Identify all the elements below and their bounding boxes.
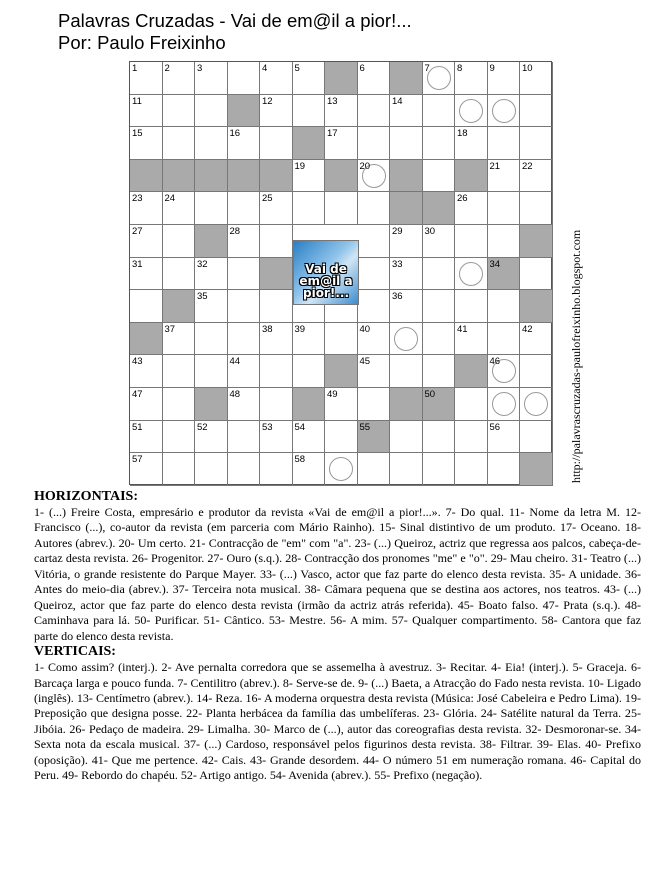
grid-cell[interactable] [228, 225, 261, 258]
clue-number: 1 [132, 63, 138, 74]
puzzle-title: Palavras Cruzadas - Vai de em@il a pior!... [58, 10, 412, 31]
grid-cell[interactable] [423, 290, 456, 323]
circle-marker [424, 63, 451, 90]
grid-cell[interactable] [228, 62, 261, 95]
grid-cell[interactable] [455, 388, 488, 421]
clue-number: 13 [327, 95, 338, 107]
grid-cell[interactable] [520, 95, 553, 128]
clue-number: 48 [229, 389, 241, 400]
clue-number: 3 [197, 63, 203, 74]
grid-cell[interactable] [455, 258, 488, 291]
clue-number: 35 [197, 291, 208, 303]
circle-marker [492, 99, 516, 123]
grid-cell[interactable] [488, 225, 521, 258]
grid-cell[interactable] [195, 258, 228, 291]
grid-cell[interactable] [325, 388, 358, 421]
clue-number: 44 [229, 356, 241, 368]
grid-cell[interactable] [163, 388, 196, 421]
grid-cell[interactable] [195, 62, 228, 95]
black-square [390, 192, 423, 225]
grid-cell[interactable] [390, 127, 423, 160]
horizontal-heading: HORIZONTAIS: [34, 489, 138, 504]
grid-cell[interactable] [358, 225, 391, 258]
grid-cell[interactable] [488, 355, 521, 388]
black-square [195, 388, 228, 421]
clue-number: 16 [229, 128, 241, 140]
grid-cell[interactable] [260, 225, 293, 258]
grid-cell[interactable] [358, 127, 391, 160]
circle-marker [459, 262, 483, 286]
black-square [358, 421, 391, 454]
grid-cell[interactable] [358, 95, 391, 128]
black-square [228, 160, 261, 193]
clue-number: 33 [392, 258, 403, 270]
clue-number: 39 [294, 323, 306, 335]
grid-cell[interactable] [423, 225, 456, 258]
grid-cell[interactable] [195, 355, 228, 388]
grid-cell[interactable] [520, 62, 553, 95]
black-square [455, 160, 488, 193]
clue-number: 50 [424, 389, 436, 400]
grid-cell[interactable] [325, 127, 358, 160]
grid-cell[interactable] [488, 127, 521, 160]
grid-cell[interactable] [163, 323, 196, 356]
clue-number: 5 [294, 63, 300, 74]
circle-marker [524, 392, 548, 416]
clue-number: 23 [132, 193, 143, 205]
grid-cell[interactable] [195, 453, 228, 486]
circle-marker [329, 457, 353, 481]
clue-number: 30 [424, 226, 436, 237]
grid-cell[interactable] [163, 355, 196, 388]
clue-number: 22 [522, 160, 533, 172]
grid-cell[interactable] [293, 453, 326, 486]
grid-cell[interactable] [325, 421, 358, 454]
clue-number: 42 [522, 323, 533, 335]
black-square [260, 160, 293, 193]
clue-number: 54 [294, 421, 306, 433]
clue-number: 12 [262, 95, 273, 107]
grid-cell[interactable] [358, 388, 391, 421]
clue-number: 4 [262, 63, 268, 74]
clue-number: 53 [262, 421, 273, 433]
magazine-logo [293, 240, 359, 305]
clue-number: 31 [132, 258, 143, 270]
grid-cell[interactable] [163, 62, 196, 95]
grid-cell[interactable] [228, 323, 261, 356]
grid-cell[interactable] [260, 127, 293, 160]
grid-cell[interactable] [423, 323, 456, 356]
blog-url[interactable]: http://palavrascruzadas-paulofreixinho.blogspot.com [569, 229, 583, 483]
horizontal-clues: 1- (...) Freire Costa, empresário e produtor da revista «Vai de em@il a pior!...». 7- Do qual. 11- Nome da letra M. 12- Francisco (...), co-autor da revista (em parceria com Mário Rainho). 15- Sinal distintivo de um produto. 17- Oceano. 18- Autores (abrev.). 20- Um certo. 21- Contracção de "em" com "a". 23- (...) Queiroz, actriz que regressa aos palcos, cabeça-de-cartaz desta revista. 26- Progenitor. 27- Ouro (s.q.). 28- Contracção dos pronomes "me" e "o". 29- Mau cheiro. 31- Teatro (...) Vitória, o grande resistente do Parque Mayer. 33- (...) Vasco, actor que faz parte do elenco desta revista. 35- A unidade. 36- Antes do meio-dia (abrev.). 37- Terceira nota musical. 38- Câmara pequena que se destina aos actores, nos teatros. 43- (...) Queiroz, actor que faz parte do elenco desta revista (irmão da actriz atrás referida). 45- Boato falso. 47- Prata (s.q.). 48- Caminhava para lá. 50- Purificar. 51- Cântico. 53- Mestre. 56- A mim. 57- Qualquer compartimento. 58- Cantora que faz parte do elenco desta revista. [34, 505, 641, 643]
clue-number: 6 [359, 63, 365, 74]
clue-number: 8 [457, 63, 463, 74]
black-square [228, 95, 261, 128]
black-square [520, 290, 553, 323]
circle-marker [394, 327, 418, 351]
grid-cell[interactable] [163, 453, 196, 486]
puzzle-author: Por: Paulo Freixinho [58, 32, 226, 53]
grid-cell[interactable] [130, 355, 163, 388]
grid-cell[interactable] [358, 192, 391, 225]
clue-number: 34 [489, 258, 501, 270]
grid-cell[interactable] [163, 192, 196, 225]
clue-number: 55 [359, 421, 371, 433]
grid-cell[interactable] [390, 258, 423, 291]
black-square [163, 160, 196, 193]
grid-cell[interactable] [163, 225, 196, 258]
grid-cell[interactable] [423, 258, 456, 291]
clue-number: 7 [424, 63, 430, 74]
circle-marker [492, 392, 516, 416]
black-square [520, 225, 553, 258]
grid-cell[interactable] [195, 323, 228, 356]
grid-cell[interactable] [228, 192, 261, 225]
clue-number: 47 [132, 389, 143, 400]
grid-cell[interactable] [455, 127, 488, 160]
clue-number: 14 [392, 95, 403, 107]
black-square [325, 160, 358, 193]
grid-cell[interactable] [520, 421, 553, 454]
clue-number: 41 [457, 323, 468, 335]
clue-number: 19 [294, 160, 306, 172]
clue-number: 21 [489, 160, 501, 172]
black-square [195, 160, 228, 193]
clue-number: 18 [457, 128, 468, 140]
grid-cell[interactable] [455, 421, 488, 454]
grid-cell[interactable] [130, 95, 163, 128]
grid-cell[interactable] [260, 192, 293, 225]
black-square [163, 290, 196, 323]
grid-cell[interactable] [228, 388, 261, 421]
grid-cell[interactable] [293, 62, 326, 95]
clue-number: 25 [262, 193, 273, 205]
grid-cell[interactable] [130, 290, 163, 323]
clue-number: 37 [164, 323, 176, 335]
grid-cell[interactable] [390, 95, 423, 128]
grid-cell[interactable] [520, 258, 553, 291]
grid-cell[interactable] [455, 225, 488, 258]
grid-cell[interactable] [260, 421, 293, 454]
grid-cell[interactable] [455, 62, 488, 95]
grid-cell[interactable] [358, 355, 391, 388]
grid-cell[interactable] [358, 453, 391, 486]
grid-cell[interactable] [195, 127, 228, 160]
clue-number: 2 [164, 63, 170, 74]
black-square [520, 453, 553, 486]
grid-cell[interactable] [488, 62, 521, 95]
clue-number: 57 [132, 454, 143, 466]
clue-number: 9 [489, 63, 495, 74]
grid-cell[interactable] [390, 421, 423, 454]
clue-number: 38 [262, 323, 273, 335]
grid-cell[interactable] [520, 323, 553, 356]
grid-cell[interactable] [195, 192, 228, 225]
grid-cell[interactable] [195, 290, 228, 323]
grid-cell[interactable] [130, 388, 163, 421]
grid-cell[interactable] [455, 290, 488, 323]
grid-cell[interactable] [358, 323, 391, 356]
grid-cell[interactable] [325, 192, 358, 225]
clue-number: 49 [327, 389, 338, 400]
grid-cell[interactable] [260, 323, 293, 356]
grid-cell[interactable] [423, 421, 456, 454]
grid-cell[interactable] [325, 453, 358, 486]
black-square [130, 160, 163, 193]
grid-cell[interactable] [488, 421, 521, 454]
black-square [423, 388, 456, 421]
grid-cell[interactable] [228, 453, 261, 486]
grid-cell[interactable] [488, 323, 521, 356]
grid-cell[interactable] [390, 355, 423, 388]
grid-cell[interactable] [455, 192, 488, 225]
grid-cell[interactable] [293, 95, 326, 128]
grid-cell[interactable] [488, 192, 521, 225]
grid-cell[interactable] [423, 453, 456, 486]
clue-number: 45 [359, 356, 371, 368]
grid-cell[interactable] [130, 258, 163, 291]
grid-cell[interactable] [195, 421, 228, 454]
grid-cell[interactable] [455, 95, 488, 128]
black-square [423, 192, 456, 225]
grid-cell[interactable] [130, 225, 163, 258]
grid-cell[interactable] [520, 388, 553, 421]
black-square [390, 62, 423, 95]
vertical-heading: VERTICAIS: [34, 644, 116, 660]
grid-cell[interactable] [390, 290, 423, 323]
black-square [488, 258, 521, 291]
clue-number: 52 [197, 421, 208, 433]
grid-cell[interactable] [260, 62, 293, 95]
grid-cell[interactable] [358, 62, 391, 95]
grid-cell[interactable] [455, 453, 488, 486]
clue-number: 29 [392, 226, 403, 237]
black-square [325, 355, 358, 388]
grid-cell[interactable] [488, 453, 521, 486]
grid-cell[interactable] [130, 127, 163, 160]
grid-cell[interactable] [130, 453, 163, 486]
grid-cell[interactable] [260, 355, 293, 388]
grid-cell[interactable] [163, 421, 196, 454]
clue-number: 32 [197, 258, 208, 270]
grid-cell[interactable] [520, 160, 553, 193]
grid-cell[interactable] [130, 62, 163, 95]
clue-number: 58 [294, 454, 306, 466]
clue-number: 27 [132, 226, 143, 237]
grid-cell[interactable] [390, 225, 423, 258]
grid-cell[interactable] [293, 160, 326, 193]
grid-cell[interactable] [293, 355, 326, 388]
grid-cell[interactable] [163, 127, 196, 160]
grid-cell[interactable] [390, 323, 423, 356]
clue-number: 56 [489, 421, 501, 433]
grid-cell[interactable] [293, 192, 326, 225]
grid-cell[interactable] [130, 192, 163, 225]
grid-cell[interactable] [325, 323, 358, 356]
black-square [390, 388, 423, 421]
vertical-clues: 1- Como assim? (interj.). 2- Ave pernalta corredora que se assemelha à avestruz. 3- Recitar. 4- Eia! (interj.). 5- Graceja. 6- Barcaça larga e pouco funda. 7- Centilitro (abrev.). 8- Serve-se de. 9- (...) Baeta, a Atracção do Fado nesta revista. 10- Ligado (inglês). 13- Centímetro (abrev.). 14- Reza. 16- A moderna orquestra desta revista (Música: José Cabeleira e Pedro Lima). 19- Preposição que designa posse. 22- Planta herbácea da família das umbelíferas. 23- Glória. 24- Satélite natural da Terra. 25- Jibóia. 26- Pedaço de madeira. 29- Limalha. 30- Marco de (...), autor das coreografias desta revista. 32- Desmoronar-se. 34- Sexta nota da escala musical. 37- (...) Cardoso, responsável pelos figurinos desta revista. 38- Filtrar. 39- Elas. 40- Prefixo (oposição). 41- Que me pertence. 42- Cais. 43- Grande desordem. 44- O número 51 em numeração romana. 46- Capital do Peru. 49- Rebordo do chapéu. 52- Artigo antigo. 54- Avenida (abrev.). 55- Prefixo (negação). [34, 660, 641, 783]
clue-number: 11 [132, 95, 142, 107]
black-square [260, 258, 293, 291]
grid-cell[interactable] [325, 95, 358, 128]
clue-number: 28 [229, 226, 241, 237]
grid-cell[interactable] [488, 388, 521, 421]
black-square [390, 160, 423, 193]
grid-cell[interactable] [228, 355, 261, 388]
clue-number: 26 [457, 193, 468, 205]
grid-cell[interactable] [358, 160, 391, 193]
grid-cell[interactable] [488, 290, 521, 323]
black-square [195, 225, 228, 258]
logo-text: Vai de em@il a pior!... [299, 262, 353, 300]
grid-cell[interactable] [358, 290, 391, 323]
grid-cell[interactable] [423, 160, 456, 193]
grid-cell[interactable] [488, 160, 521, 193]
grid-cell[interactable] [228, 290, 261, 323]
grid-cell[interactable] [260, 95, 293, 128]
grid-cell[interactable] [195, 95, 228, 128]
grid-cell[interactable] [130, 421, 163, 454]
grid-cell[interactable] [423, 355, 456, 388]
clue-number: 17 [327, 128, 338, 140]
clue-number: 40 [359, 323, 371, 335]
grid-cell[interactable] [260, 388, 293, 421]
grid-cell[interactable] [520, 355, 553, 388]
black-square [455, 355, 488, 388]
grid-cell[interactable] [423, 127, 456, 160]
clue-number: 43 [132, 356, 143, 368]
circle-marker [459, 99, 483, 123]
grid-cell[interactable] [293, 421, 326, 454]
grid-cell[interactable] [228, 127, 261, 160]
grid-cell[interactable] [163, 95, 196, 128]
grid-cell[interactable] [423, 62, 456, 95]
black-square [325, 62, 358, 95]
clue-number: 20 [359, 160, 371, 172]
grid-cell[interactable] [228, 421, 261, 454]
grid-cell[interactable] [455, 323, 488, 356]
clue-number: 36 [392, 291, 403, 303]
grid-cell[interactable] [260, 453, 293, 486]
black-square [130, 323, 163, 356]
clue-number: 15 [132, 128, 143, 140]
grid-cell[interactable] [423, 95, 456, 128]
grid-cell[interactable] [520, 192, 553, 225]
grid-cell[interactable] [163, 258, 196, 291]
clue-number: 51 [132, 421, 143, 433]
grid-cell[interactable] [390, 453, 423, 486]
grid-cell[interactable] [520, 127, 553, 160]
black-square [293, 388, 326, 421]
clue-number: 46 [489, 356, 501, 368]
grid-cell[interactable] [228, 258, 261, 291]
black-square [293, 127, 326, 160]
grid-cell[interactable] [260, 290, 293, 323]
grid-cell[interactable] [293, 323, 326, 356]
clue-number: 10 [522, 63, 533, 74]
page-title [58, 10, 412, 54]
clue-number: 24 [164, 193, 176, 205]
grid-cell[interactable] [358, 258, 391, 291]
clues-section [34, 489, 641, 784]
grid-cell[interactable] [488, 95, 521, 128]
